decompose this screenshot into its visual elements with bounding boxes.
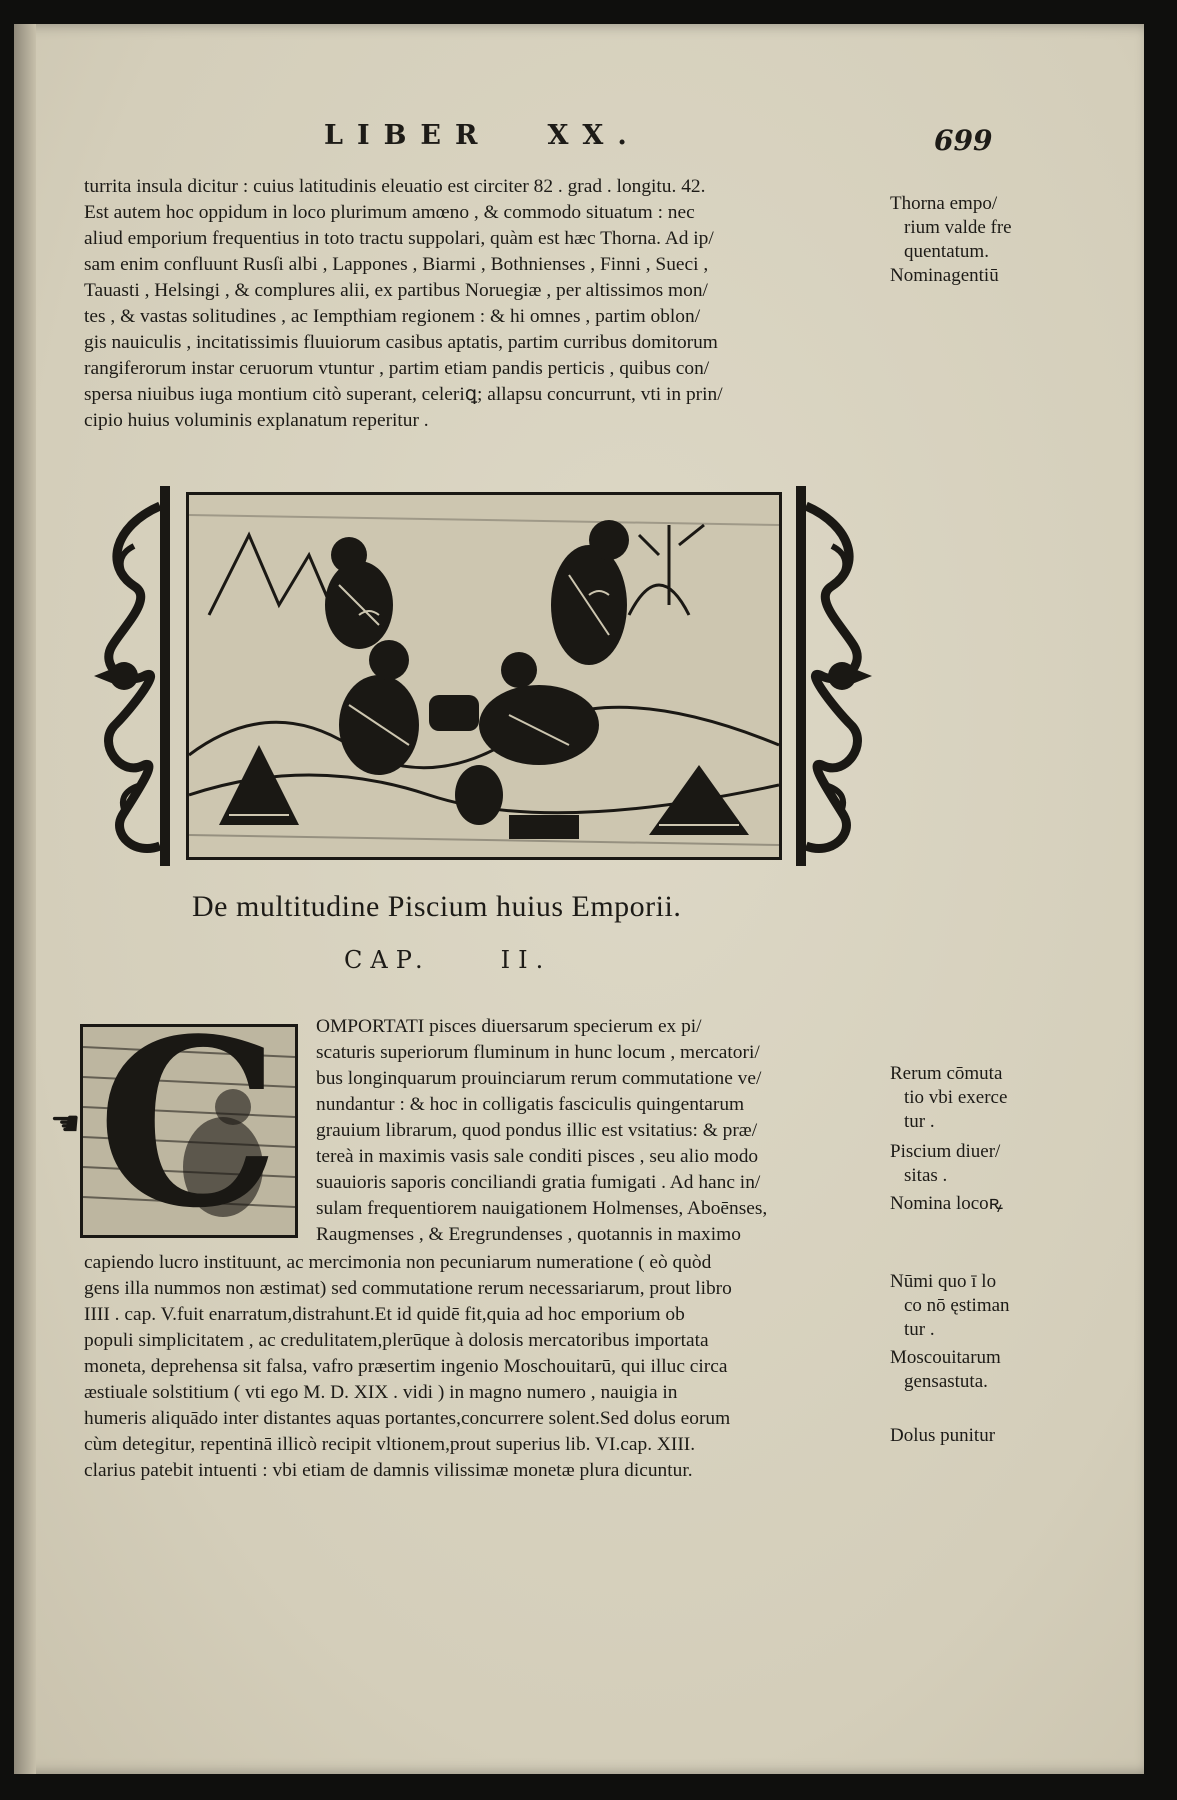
text-line: populi simplicitatem , ac credulitatem,plerūque à dolosis mercatoribus importata <box>84 1330 709 1351</box>
margin-note-moscouitarum <box>890 1346 1040 1394</box>
cap-number: II. <box>500 946 552 974</box>
text-line: bus longinquarum prouinciarum rerum commutatione ve/ <box>316 1068 762 1089</box>
margin-line: rium valde fre <box>904 217 1012 238</box>
woodcut-illustration <box>186 492 782 860</box>
running-title-word: LIBER <box>324 120 492 151</box>
text-line: sam enim confluunt Rusſi albi , Lappones , Biarmi , Bothnienses , Finni , Sueci , <box>84 254 709 275</box>
chapter-title: De multitudine Piscium huius Emporii. <box>192 890 682 923</box>
text-line: sulam frequentiorem nauigationem Holmenses, Aboēnses, <box>316 1198 768 1219</box>
text-line: aliud emporium frequentius in toto tractu suppolari, quàm est hæc Thorna. Ad ip/ <box>84 228 714 249</box>
margin-line: Rerum cōmuta <box>890 1063 1003 1084</box>
cap-label: CAP. <box>344 946 431 974</box>
text-line: tes , & vastas solitudines , ac Iempthiam regionem : & hi omnes , partim oblon/ <box>84 306 701 327</box>
text-line: rangiferorum instar ceruorum vtuntur , partim etiam pandis perticis , quibus con/ <box>84 358 710 379</box>
text-line: scaturis superiorum fluminum in hunc locum , mercatori/ <box>316 1042 760 1063</box>
margin-line: Moscouitarum <box>890 1347 1001 1368</box>
margin-note-numi <box>890 1270 1040 1342</box>
text-line: Est autem hoc oppidum in loco plurimum amœno , & commodo situatum : nec <box>84 202 695 223</box>
text-line: moneta, deprehensa sit falsa, vafro præsertim ingenio Moschouitarū, qui illuc circa <box>84 1356 728 1377</box>
text-line: grauium librarum, quod pondus illic est vsitatius: & præ/ <box>316 1120 758 1141</box>
text-line: turrita insula dicitur : cuius latitudinis eleuatio est circiter 82 . grad . longitu. 42. <box>84 176 706 197</box>
manicule-icon: ☚ <box>50 1104 81 1144</box>
text-line: capiendo lucro instituunt, ac mercimonia non pecuniarum numeratione ( eò quòd <box>84 1252 712 1273</box>
text-line: clarius patebit intuenti : vbi etiam de damnis vilissimæ monetæ plura dicuntur. <box>84 1460 693 1481</box>
text-line: gens illa nummos non æstimat) sed commutatione rerum necessariarum, prout libro <box>84 1278 732 1299</box>
margin-note-nomina <box>890 1192 1040 1216</box>
page-gutter <box>14 24 36 1774</box>
text-line: Raugmenses , & Eregrundenses , quotannis in maximo <box>316 1224 741 1245</box>
margin-line: Nūmi quo ī lo <box>890 1271 997 1292</box>
text-line: OMPORTATI pisces diuersarum specierum ex pi/ <box>316 1016 702 1037</box>
margin-note-dolus <box>890 1424 1040 1448</box>
page-number: 699 <box>934 124 993 157</box>
chapter-number <box>344 946 551 974</box>
margin-line: Nomina locoꝶ <box>890 1193 1003 1214</box>
margin-line: tur . <box>904 1111 935 1132</box>
book-page <box>14 24 1144 1774</box>
paragraph-3 <box>84 1250 884 1484</box>
margin-note-piscium <box>890 1140 1040 1188</box>
margin-line: Nominagentiū <box>890 265 999 286</box>
text-line: suauioris saporis conciliandi gratia fumigati . Ad hanc in/ <box>316 1172 761 1193</box>
text-line: gis nauiculis , incitatissimis fluuiorum casibus aptatis, partim curribus domitorum <box>84 332 718 353</box>
paragraph-1 <box>84 174 884 434</box>
margin-line: sitas . <box>904 1165 948 1186</box>
initial-letter: C <box>97 1024 281 1238</box>
text-line: tereà in maximis vasis sale conditi pisces , seu alio modo <box>316 1146 759 1167</box>
text-line: IIII . cap. V.fuit enarratum,distrahunt.Et id quidē fit,quia ad hoc emporium ob <box>84 1304 685 1325</box>
text-line: nundantur : & hoc in colligatis fasciculis quingentarum <box>316 1094 745 1115</box>
text-line: cùm detegitur, repentinā illicò recipit vltionem,prout superius lib. VI.cap. XIII. <box>84 1434 696 1455</box>
decorated-initial <box>80 1024 298 1238</box>
margin-line: gensastuta. <box>904 1371 988 1392</box>
text-line: humeris aliquādo inter distantes aquas portantes,concurrere solent.Sed dolus eorum <box>84 1408 731 1429</box>
ornament-right-icon <box>782 486 872 866</box>
paragraph-2 <box>316 1014 876 1248</box>
margin-line: co nō ęstiman <box>904 1295 1010 1316</box>
running-title-number: XX. <box>547 120 641 151</box>
text-line: æstiuale solstitium ( vti ego M. D. XIX . vidi ) in magno numero , nauigia in <box>84 1382 678 1403</box>
text-line: spersa niuibus iuga montium citò superant, celeriꝗ; allapsu concurrunt, vti in prin/ <box>84 384 723 405</box>
ornament-left-icon <box>94 486 184 866</box>
margin-line: Dolus punitur <box>890 1425 996 1446</box>
text-line: cipio huius voluminis explanatum reperitur . <box>84 410 429 431</box>
margin-line: quentatum. <box>904 241 989 262</box>
margin-note-thorna <box>890 192 1040 288</box>
margin-line: tio vbi exerce <box>904 1087 1008 1108</box>
text-line: Tauasti , Helsingi , & complures alii, ex partibus Noruegiæ , per altissimos mon/ <box>84 280 708 301</box>
margin-line: Thorna empo/ <box>890 193 998 214</box>
margin-line: Piscium diuer/ <box>890 1141 1001 1162</box>
margin-line: tur . <box>904 1319 935 1340</box>
woodcut-scene-icon <box>189 495 779 857</box>
margin-note-rerum <box>890 1062 1040 1134</box>
running-head <box>324 120 641 151</box>
